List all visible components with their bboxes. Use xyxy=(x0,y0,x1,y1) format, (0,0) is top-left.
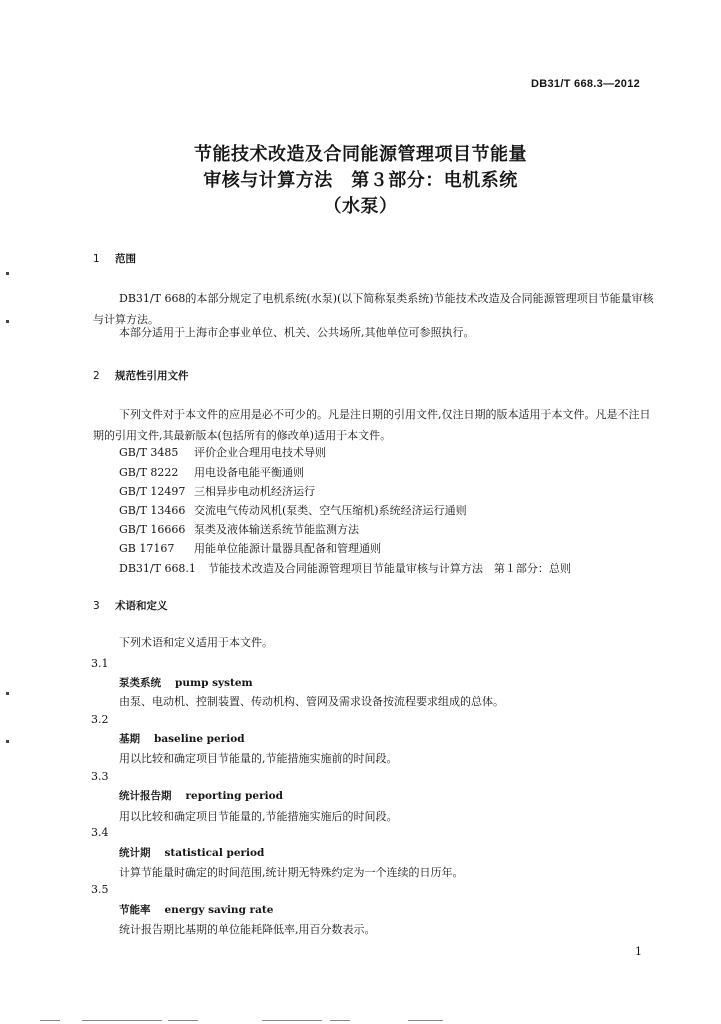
scope-paragraph-1: DB31/T 668的本部分规定了电机系统(水泵)(以下简称泵类系统)节能技术改造及合同能源管理项目节能量审核与计算方法。 xyxy=(93,292,654,326)
section-heading-terms-definitions xyxy=(93,598,168,613)
term-definition: 由泵、电动机、控制装置、传动机构、管网及需求设备按流程要求组成的总体。 xyxy=(119,695,504,708)
reference-item xyxy=(119,521,359,537)
reference-item xyxy=(119,560,571,576)
term-chinese: 泵类系统 xyxy=(119,677,161,689)
section-number: 3 xyxy=(93,600,100,612)
reference-code: GB/T 3485 xyxy=(119,446,179,459)
section-heading-scope xyxy=(93,251,136,266)
reference-code: DB31/T 668.1 xyxy=(119,562,196,575)
reference-item xyxy=(119,483,315,499)
clause-number: 3.2 xyxy=(91,713,109,726)
clause-number: 3.3 xyxy=(91,770,109,783)
reference-title: 节能技术改造及合同能源管理项目节能量审核与计算方法 第１部分：总则 xyxy=(207,562,571,575)
term-definition: 用以比较和确定项目节能量的,节能措施实施前的时间段。 xyxy=(119,752,398,765)
term-english: energy saving rate xyxy=(164,904,274,916)
term-english: baseline period xyxy=(154,733,245,745)
reference-title: 评价企业合理用电技术导则 xyxy=(194,446,326,459)
section-heading-normative-references xyxy=(93,368,189,383)
section-number: 2 xyxy=(93,370,100,382)
reference-title: 泵类及液体输送系统节能监测方法 xyxy=(194,523,359,536)
reference-code: GB/T 12497 xyxy=(119,485,186,498)
term-chinese: 基期 xyxy=(119,733,140,745)
term-english: reporting period xyxy=(185,790,283,802)
term-entry xyxy=(119,675,253,690)
reference-title: 用能单位能源计量器具配备和管理通则 xyxy=(194,542,381,555)
reference-title: 交流电气传动风机(泵类、空气压缩机)系统经济运行通则 xyxy=(194,504,467,517)
reference-code: GB 17167 xyxy=(119,542,175,555)
reference-code: GB/T 8222 xyxy=(119,466,179,479)
scan-edge-line xyxy=(262,1020,322,1021)
page-number: 1 xyxy=(635,945,642,958)
document-title-line-3: （水泵） xyxy=(323,196,398,217)
scan-speck xyxy=(6,320,9,323)
term-entry xyxy=(119,845,264,860)
reference-code: GB/T 13466 xyxy=(119,504,186,517)
term-chinese: 节能率 xyxy=(119,904,151,916)
term-definition: 统计报告期比基期的单位能耗降低率,用百分数表示。 xyxy=(119,923,376,936)
clause-number: 3.1 xyxy=(91,657,109,670)
section-title: 范围 xyxy=(115,253,136,265)
document-title-line-1: 节能技术改造及合同能源管理项目节能量 xyxy=(194,144,527,165)
standard-code: DB31/T 668.3—2012 xyxy=(531,78,641,90)
scan-speck xyxy=(6,740,9,743)
term-english: statistical period xyxy=(164,847,265,859)
scan-speck xyxy=(6,272,9,275)
reference-code: GB/T 16666 xyxy=(119,523,186,536)
reference-item xyxy=(119,540,381,556)
document-title-line-2: 审核与计算方法 第３部分：电机系统 xyxy=(203,170,518,191)
terms-intro: 下列术语和定义适用于本文件。 xyxy=(119,636,273,649)
term-english: pump system xyxy=(175,677,253,689)
scan-edge-line xyxy=(408,1020,443,1021)
reference-title: 三相异步电动机经济运行 xyxy=(194,485,315,498)
reference-item xyxy=(119,444,326,460)
clause-number: 3.5 xyxy=(91,883,109,896)
term-chinese: 统计报告期 xyxy=(119,790,172,802)
scan-edge-line xyxy=(330,1020,350,1021)
reference-item xyxy=(119,464,304,480)
section-title: 规范性引用文件 xyxy=(115,370,189,382)
term-entry xyxy=(119,731,245,746)
term-entry xyxy=(119,902,273,917)
term-definition: 计算节能量时确定的时间范围,统计期无特殊约定为一个连续的日历年。 xyxy=(119,866,464,879)
section-number: 1 xyxy=(93,253,100,265)
section-title: 术语和定义 xyxy=(115,600,168,612)
scan-edge-line xyxy=(82,1020,162,1021)
scan-edge-line xyxy=(40,1020,60,1021)
term-chinese: 统计期 xyxy=(119,847,151,859)
reference-title: 用电设备电能平衡通则 xyxy=(194,466,304,479)
scan-edge-line xyxy=(168,1020,198,1021)
clause-number: 3.4 xyxy=(91,826,109,839)
term-entry xyxy=(119,788,283,803)
scan-speck xyxy=(6,692,9,695)
scope-paragraph-2: 本部分适用于上海市企事业单位、机关、公共场所,其他单位可参照执行。 xyxy=(119,326,475,339)
references-intro: 下列文件对于本文件的应用是必不可少的。凡是注日期的引用文件,仅注日期的版本适用于本文件。凡是不注日期的引用文件,其最新版本(包括所有的修改单)适用于本文件。 xyxy=(93,408,651,442)
term-definition: 用以比较和确定项目节能量的,节能措施实施后的时间段。 xyxy=(119,810,398,823)
reference-item xyxy=(119,502,467,518)
